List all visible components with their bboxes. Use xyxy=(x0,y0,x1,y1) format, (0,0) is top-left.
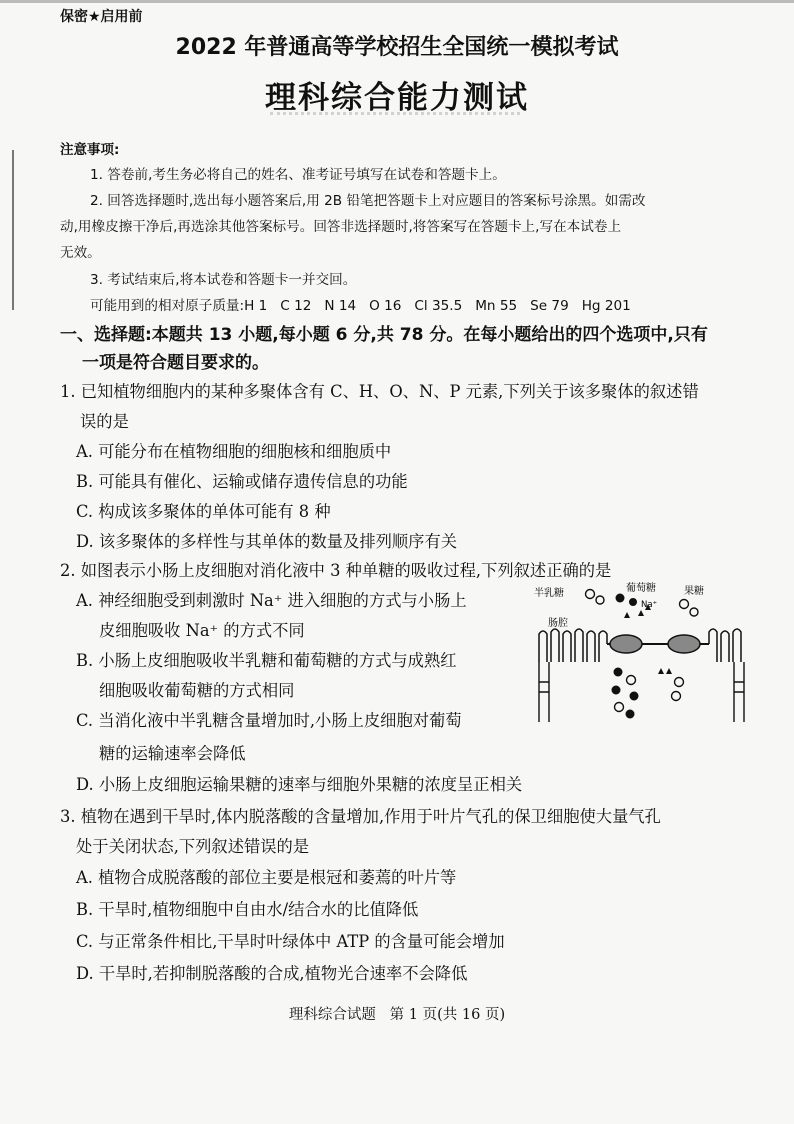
q2-stem: 2. 如图表示小肠上皮细胞对消化液中 3 种单糖的吸收过程,下列叙述正确的是 xyxy=(60,561,612,580)
galactose-molecule xyxy=(586,590,595,599)
glucose-molecule xyxy=(612,686,621,695)
glucose-molecule xyxy=(614,668,623,677)
q3-option-a: A. 植物合成脱落酸的部位主要是根冠和萎蔫的叶片等 xyxy=(76,868,457,887)
galactose-molecule xyxy=(627,676,636,685)
notice-item-1: 1. 答卷前,考生务必将自己的姓名、准考证号填写在试卷和答题卡上。 xyxy=(90,167,506,183)
figure-label-lumen: 肠腔 xyxy=(548,618,568,629)
fructose-molecule xyxy=(680,600,689,609)
q3-option-b: B. 干旱时,植物细胞中自由水/结合水的比值降低 xyxy=(76,900,419,919)
notice-item-2-line2: 动,用橡皮擦干净后,再选涂其他答案标号。回答非选择题时,将答案写在答题卡上,写在本试卷上 xyxy=(60,219,622,235)
q2-option-d: D. 小肠上皮细胞运输果糖的速率与细胞外果糖的浓度呈正相关 xyxy=(76,775,523,794)
cell-junction xyxy=(539,682,744,692)
lateral-membrane xyxy=(539,662,744,722)
q2-option-c-line1: C. 当消化液中半乳糖含量增加时,小肠上皮细胞对葡萄 xyxy=(76,711,462,730)
figure-label-na: Na⁺ xyxy=(641,600,658,610)
q3-stem-line1: 3. 植物在遇到干旱时,体内脱落酸的含量增加,作用于叶片气孔的保卫细胞使大量气孔 xyxy=(60,807,661,826)
figure-label-galactose: 半乳糖 xyxy=(534,588,564,599)
q1-option-d: D. 该多聚体的多样性与其单体的数量及排列顺序有关 xyxy=(76,532,458,551)
q1-option-b: B. 可能具有催化、运输或储存遗传信息的功能 xyxy=(76,472,408,491)
galactose-molecule xyxy=(615,703,624,712)
notice-item-2-line1: 2. 回答选择题时,选出每小题答案后,用 2B 铅笔把答题卡上对应题目的答案标号涂黑。如需改 xyxy=(90,193,646,209)
fructose-molecule xyxy=(675,678,684,687)
glucose-molecule xyxy=(616,594,625,603)
section-heading-line2: 一项是符合题目要求的。 xyxy=(82,353,269,373)
fructose-molecule xyxy=(672,692,681,701)
faded-print-artifact xyxy=(270,112,520,125)
q1-stem-line2: 误的是 xyxy=(80,412,129,431)
section-heading-line1: 一、选择题:本题共 13 小题,每小题 6 分,共 78 分。在每小题给出的四个选项中,只有 xyxy=(60,325,708,345)
q3-option-c: C. 与正常条件相比,干旱时叶绿体中 ATP 的含量可能会增加 xyxy=(76,932,505,951)
q1-option-a: A. 可能分布在植物细胞的细胞核和细胞质中 xyxy=(76,442,392,461)
exam-title: 2022 年普通高等学校招生全国统一模拟考试 xyxy=(175,35,619,60)
carrier-protein xyxy=(668,635,700,653)
q3-option-d: D. 干旱时,若抑制脱落酸的合成,植物光合速率不会降低 xyxy=(76,964,468,983)
galactose-molecule xyxy=(596,596,604,604)
notice-heading: 注意事项: xyxy=(60,142,120,158)
q3-stem-line2: 处于关闭状态,下列叙述错误的是 xyxy=(76,837,310,856)
page-footer: 理科综合试题 第 1 页(共 16 页) xyxy=(288,1007,506,1023)
fructose-molecule xyxy=(690,608,698,616)
sodium-ion-icon xyxy=(624,604,651,618)
subject-title: 理科综合能力测试 xyxy=(265,80,529,116)
q1-option-c: C. 构成该多聚体的单体可能有 8 种 xyxy=(76,502,331,521)
binding-line xyxy=(12,150,14,310)
q2-option-a-line2: 皮细胞吸收 Na⁺ 的方式不同 xyxy=(99,621,305,640)
glucose-molecule xyxy=(626,710,635,719)
q2-option-b-line2: 细胞吸收葡萄糖的方式相同 xyxy=(99,681,295,700)
glucose-molecule xyxy=(629,598,637,606)
intestinal-cell-figure xyxy=(534,582,749,722)
figure-label-glucose: 葡萄糖 xyxy=(626,583,656,594)
glucose-molecule xyxy=(630,692,639,701)
q1-stem-line1: 1. 已知植物细胞内的某种多聚体含有 C、H、O、N、P 元素,下列关于该多聚体的叙述错 xyxy=(60,382,699,401)
q2-option-b-line1: B. 小肠上皮细胞吸收半乳糖和葡萄糖的方式与成熟红 xyxy=(76,651,457,670)
q2-option-a-line1: A. 神经细胞受到刺激时 Na⁺ 进入细胞的方式与小肠上 xyxy=(76,591,467,610)
notice-item-3: 3. 考试结束后,将本试卷和答题卡一并交回。 xyxy=(90,272,357,288)
q2-option-c-line2: 糖的运输速率会降低 xyxy=(99,744,246,763)
carrier-protein xyxy=(610,635,642,653)
scan-top-edge xyxy=(0,0,794,3)
sodium-ion-icon xyxy=(658,668,672,674)
atomic-masses: 可能用到的相对原子质量:H 1 C 12 N 14 O 16 Cl 35.5 Mn 55 Se 79 Hg 201 xyxy=(90,298,631,314)
notice-item-2-line3: 无效。 xyxy=(60,245,101,261)
confidential-label: 保密★启用前 xyxy=(60,9,143,25)
figure-label-fructose: 果糖 xyxy=(684,586,704,597)
